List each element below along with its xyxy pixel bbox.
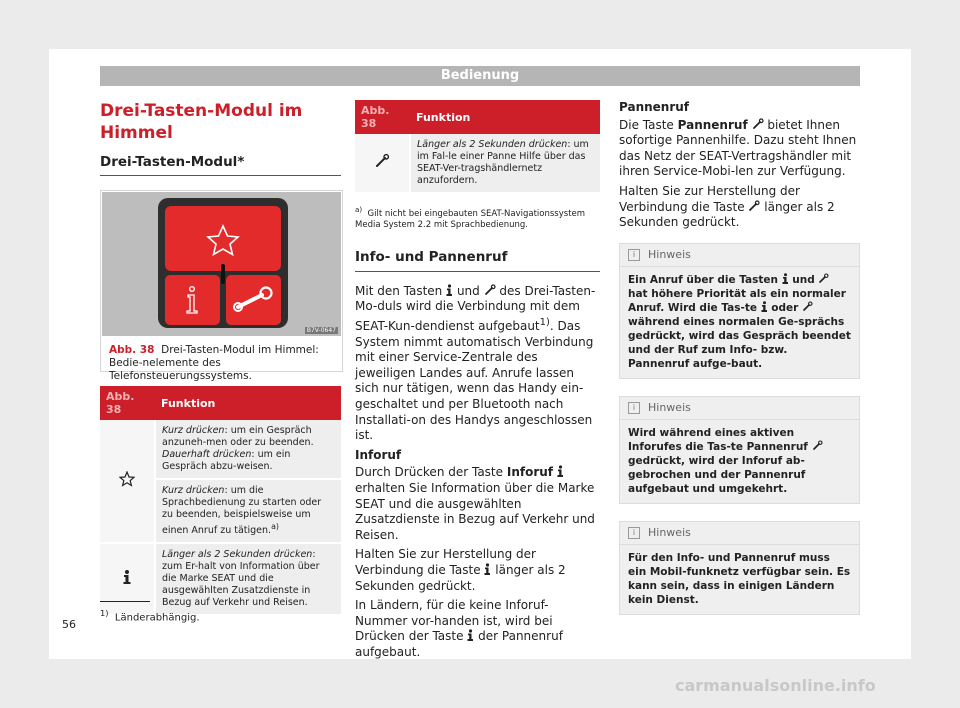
function-table-continued (355, 100, 600, 194)
footnote-rule (100, 601, 150, 602)
table-row (100, 420, 341, 479)
paragraph: Halten Sie zur Herstellung der Verbindung die Taste länger als 2 Sekunden gedrückt. (619, 183, 835, 230)
page-number: 56 (62, 618, 76, 631)
info-icon (122, 569, 132, 585)
function-table (100, 386, 341, 616)
table-header-fig: Abb. 38 (355, 100, 410, 134)
note-icon: i (628, 402, 640, 414)
table-header-fig: Abb. 38 (100, 386, 155, 420)
paragraph: Mit den Tasten und des Drei-Tasten-Mo-duls wird die Verbindung mit dem SEAT-Kun-dendienst aufgebaut$^{1)}$. Das System nimmt automatisch Verbindung mit einer Service-Zentrale des jeweiligen Landes auf. Anrufe lassen sich nur tätigen, wenn das Handy ein-geschaltet und per Bluetooth nach Installati-on des Handys angeschlossen ist. (355, 283, 596, 443)
hint-box: i Hinweis Ein Anruf über die Tasten und hat höhere Priorität als ein normaler Anruf. Wird die Tas-te oder während eines normalen Ge-sprächs gedrückt, wird das Gespräch beendet und der Ruf zum Info- bzw. Pannenruf aufge-baut. (619, 243, 860, 379)
table-header-function: Funktion (410, 100, 600, 134)
wrench-icon (374, 153, 390, 169)
section-header: Bedienung (100, 66, 860, 86)
paragraph: Halten Sie zur Herstellung der Verbindung die Taste länger als 2 Sekunden gedrückt. (355, 547, 566, 593)
wrench-icon (748, 200, 760, 212)
page-title: Drei-Tasten-Modul im Himmel (100, 101, 303, 143)
info-icon (761, 301, 768, 312)
wrench-icon (484, 284, 496, 296)
wrench-icon (812, 440, 823, 451)
paragraph: In Ländern, für die keine Inforuf-Nummer vor-handen ist, wird bei Drücken der Taste der Pannenruf aufgebaut. (355, 598, 563, 659)
figure-image (102, 192, 341, 336)
paragraph: Die Taste Pannenruf bietet Ihnen sofortige Pannenhilfe. Dazu steht Ihnen das Netz der SEAT-Vertragshändler mit ihren Service-Mobi-len zur Verfügung. (619, 117, 857, 179)
wrench-icon (802, 301, 813, 312)
wrench-icon (752, 118, 764, 130)
table-cell: Kurz drücken: um ein Gespräch anzuneh-men oder zu beenden. Dauerhaft drücken: um ein Gespräch abzu-weisen. (155, 420, 341, 479)
module-star-button (165, 206, 281, 271)
figure (100, 190, 343, 382)
wrench-icon (818, 273, 829, 284)
subheading-inforuf: Inforuf (355, 447, 402, 462)
module-wrench-button (226, 275, 281, 325)
info-icon (782, 273, 789, 284)
info-icon (557, 465, 564, 477)
table-cell: Länger als 2 Sekunden drücken: zum Er-halt von Information über die Marke SEAT und die ausgewählten Zusatzdienste in Bezug auf Verkehr und Reisen. (155, 543, 341, 615)
column-right (619, 100, 860, 615)
table-footnote: $^{a)}$ Gilt nicht bei eingebauten SEAT-Navigationssystem Media System 2.2 mit Sprachbedienung. (355, 205, 586, 230)
hint-box: i Hinweis Für den Info- und Pannenruf muss ein Mobil-funknetz verfügbar sein. Es kann sein, dass in einigen Ländern kein Dienst. (619, 521, 860, 615)
subtitle: Drei-Tasten-Modul* (100, 154, 341, 176)
info-icon (446, 284, 453, 296)
column-middle (355, 100, 600, 664)
table-cell: Kurz drücken: um die Sprachbedienung zu starten oder zu beenden, beispielsweise um einen Anruf zu tätigen.$^{a)}$ (155, 479, 341, 543)
slider-knob-icon (218, 264, 228, 284)
hint-box: i Hinweis Wird während eines aktiven Inforufes die Tas-te Pannenruf gedrückt, wird der Inforuf ab-gebrochen und der Pannenruf aufgebaut und umgekehrt. (619, 396, 860, 504)
watermark: carmanualsonline.info (675, 676, 876, 695)
note-icon: i (628, 527, 640, 539)
module-info-button (165, 275, 220, 325)
wrench-icon (226, 275, 281, 325)
star-icon (165, 206, 281, 271)
section-body (355, 284, 600, 661)
note-icon: i (628, 249, 640, 261)
table-header-function: Funktion (155, 386, 341, 420)
paragraph: Durch Drücken der Taste Inforuf erhalten Sie Information über die Marke SEAT und die ausgewählten Zusatzdienste in Bezug auf Verkehr und Reisen. (355, 465, 595, 542)
table-row (100, 543, 341, 615)
table-cell: Länger als 2 Sekunden drücken: um im Fal-le einer Panne Hilfe über das SEAT-Ver-tragshändlernetz anzufordern. (410, 134, 600, 193)
info-icon (467, 629, 474, 641)
footnote: $^{1)}$ Länderabhängig. (100, 608, 200, 624)
subheading-pannenruf: Pannenruf (619, 100, 690, 114)
figure-code: B7V-0647 (306, 327, 336, 334)
info-icon (484, 563, 491, 575)
column-left (100, 100, 341, 616)
info-icon (165, 275, 220, 325)
table-row (355, 134, 600, 193)
section-heading: Info- und Pannenruf (355, 249, 600, 272)
star-icon (119, 471, 135, 487)
figure-caption: Abb. 38 Drei-Tasten-Modul im Himmel: Bedie-nelemente des Telefonsteuerungssystems. (109, 344, 319, 382)
